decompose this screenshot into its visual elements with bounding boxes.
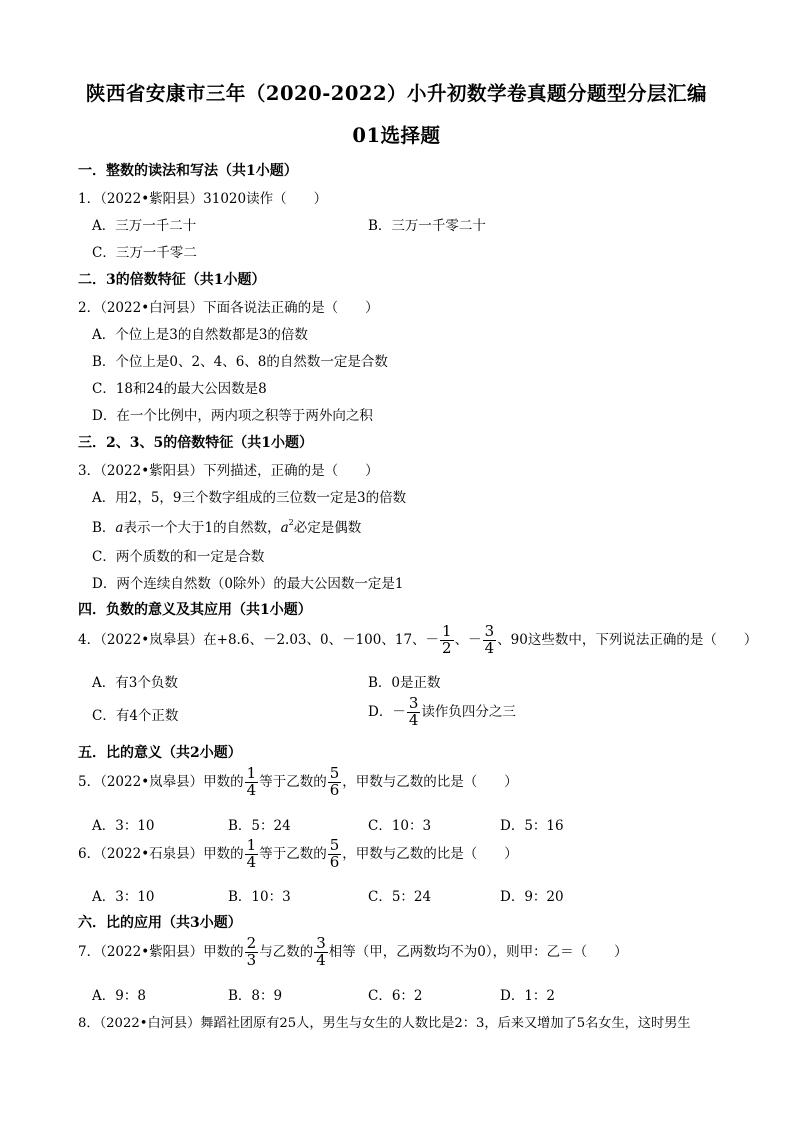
numerator: 3 (408, 694, 419, 712)
denominator: 4 (316, 950, 326, 969)
stem-text: 6．（2022•石泉县）甲数的 (78, 845, 244, 862)
question-6-option-b: B．10：3 (228, 889, 291, 905)
option-text: 表示一个大于1的自然数， (123, 520, 281, 536)
variable-a: a (115, 520, 124, 536)
question-3-option-a: A．用2，5，9三个数字组成的三位数一定是3的倍数 (92, 490, 407, 506)
option-label: D． (368, 703, 393, 720)
question-4-option-b: B．0是正数 (368, 675, 441, 691)
section-heading-2: 二．3的倍数特征（共1小题） (78, 272, 266, 288)
numerator: 5 (329, 836, 340, 854)
question-7-option-d: D．1：2 (500, 988, 556, 1004)
question-1-option-c: C．三万一千零二 (92, 245, 197, 261)
denominator: 4 (246, 780, 257, 799)
question-6-option-c: C．5：24 (368, 889, 432, 905)
fraction (245, 838, 259, 871)
document-title: 陕西省安康市三年（2020-2022）小升初数学卷真题分题型分层汇编 (85, 82, 708, 105)
numerator: 2 (246, 934, 257, 952)
denominator: 4 (408, 710, 419, 729)
question-1-option-a: A．三万一千二十 (92, 218, 197, 234)
numerator: 5 (329, 764, 340, 782)
stem-text: 相等（甲，乙两数均不为0），则甲：乙＝（ ） (328, 943, 628, 960)
question-3-option-d: D．两个连续自然数（0除外）的最大公因数一定是1 (92, 576, 404, 592)
fraction (328, 766, 342, 799)
denominator: 4 (484, 638, 495, 657)
question-8-stem: 8．（2022•白河县）舞蹈社团原有25人，男生与女生的人数比是2：3，后来又增加了5名女生，这时男生 (78, 1016, 691, 1031)
denominator: 2 (442, 638, 452, 657)
question-1-option-b: B．三万一千零二十 (368, 218, 486, 234)
stem-text: ，甲数与乙数的比是（ ） (342, 845, 518, 862)
stem-text: 4．（2022•岚皋县）在+8.6、－2.03、0、－100、17、 (78, 631, 426, 648)
stem-text: 5．（2022•岚皋县）甲数的 (78, 773, 244, 790)
question-3-option-b (92, 516, 361, 536)
question-5-option-b: B．5：24 (228, 818, 291, 834)
numerator: 1 (246, 764, 257, 782)
numerator: 3 (316, 934, 326, 952)
question-6-option-a: A．3：10 (92, 889, 155, 905)
fraction (407, 696, 421, 729)
denominator: 6 (329, 852, 340, 871)
question-3-option-c: C．两个质数的和一定是合数 (92, 549, 265, 565)
question-2-stem: 2．（2022•白河县）下面各说法正确的是（ ） (78, 300, 379, 316)
question-4-stem (78, 624, 757, 657)
question-5-stem (78, 766, 518, 799)
stem-text: 、90这些数中，下列说法正确的是（ ） (497, 631, 758, 648)
stem-text: 等于乙数的 (259, 773, 327, 790)
denominator: 4 (246, 852, 257, 871)
question-1-stem: 1．（2022•紫阳县）31020读作（ ） (78, 191, 328, 207)
question-7-option-b: B．8：9 (228, 988, 283, 1004)
minus-sign: － (468, 631, 482, 648)
stem-text: 等于乙数的 (259, 845, 327, 862)
question-5-option-d: D．5：16 (500, 818, 564, 834)
question-2-option-b: B．个位上是0、2、4、6、8的自然数一定是合数 (92, 354, 388, 370)
section-heading-3: 三．2、3、5的倍数特征（共1小题） (78, 435, 313, 451)
question-2-option-c: C．18和24的最大公因数是8 (92, 381, 267, 397)
question-7-option-a: A．9：8 (92, 988, 146, 1004)
question-5-option-c: C．10：3 (368, 818, 432, 834)
section-heading-6: 六．比的应用（共3小题） (78, 915, 242, 931)
question-2-option-d: D．在一个比例中，两内项之积等于两外向之积 (92, 408, 373, 424)
question-6-option-d: D．9：20 (500, 889, 564, 905)
exponent: 2 (288, 518, 294, 527)
minus-sign: － (425, 631, 440, 648)
fraction (483, 624, 497, 657)
question-6-stem (78, 838, 518, 871)
question-4-option-d (368, 696, 516, 729)
option-text: 读作负四分之三 (421, 703, 516, 720)
fraction (245, 936, 259, 969)
numerator: 3 (484, 622, 495, 640)
question-7-option-c: C．6：2 (368, 988, 423, 1004)
question-5-option-a: A．3：10 (92, 818, 155, 834)
question-7-stem (78, 936, 628, 969)
numerator: 1 (442, 622, 452, 640)
question-2-option-a: A．个位上是3的自然数都是3的倍数 (92, 327, 308, 343)
separator: 、 (454, 631, 469, 648)
section-heading-4: 四．负数的意义及其应用（共1小题） (78, 602, 312, 618)
stem-text: ，甲数与乙数的比是（ ） (342, 773, 518, 790)
section-heading-1: 一．整数的读法和写法（共1小题） (78, 163, 298, 179)
option-text: 必定是偶数 (293, 520, 362, 536)
fraction (328, 838, 342, 871)
question-4-option-c: C．有4个正数 (92, 708, 179, 724)
minus-sign: － (392, 703, 406, 720)
denominator: 3 (246, 950, 257, 969)
stem-text: 7．（2022•紫阳县）甲数的 (78, 943, 244, 960)
question-4-option-a: A．有3个负数 (92, 675, 178, 691)
numerator: 1 (246, 836, 257, 854)
variable-a: a (280, 520, 289, 536)
denominator: 6 (329, 780, 340, 799)
document-subtitle: 01选择题 (352, 124, 441, 147)
question-3-stem: 3．（2022•紫阳县）下列描述，正确的是（ ） (78, 463, 379, 479)
stem-text: 与乙数的 (259, 943, 314, 960)
section-heading-5: 五．比的意义（共2小题） (78, 745, 242, 761)
fraction (314, 936, 328, 969)
fraction (245, 766, 259, 799)
fraction (440, 624, 454, 657)
option-label: B． (92, 520, 116, 536)
